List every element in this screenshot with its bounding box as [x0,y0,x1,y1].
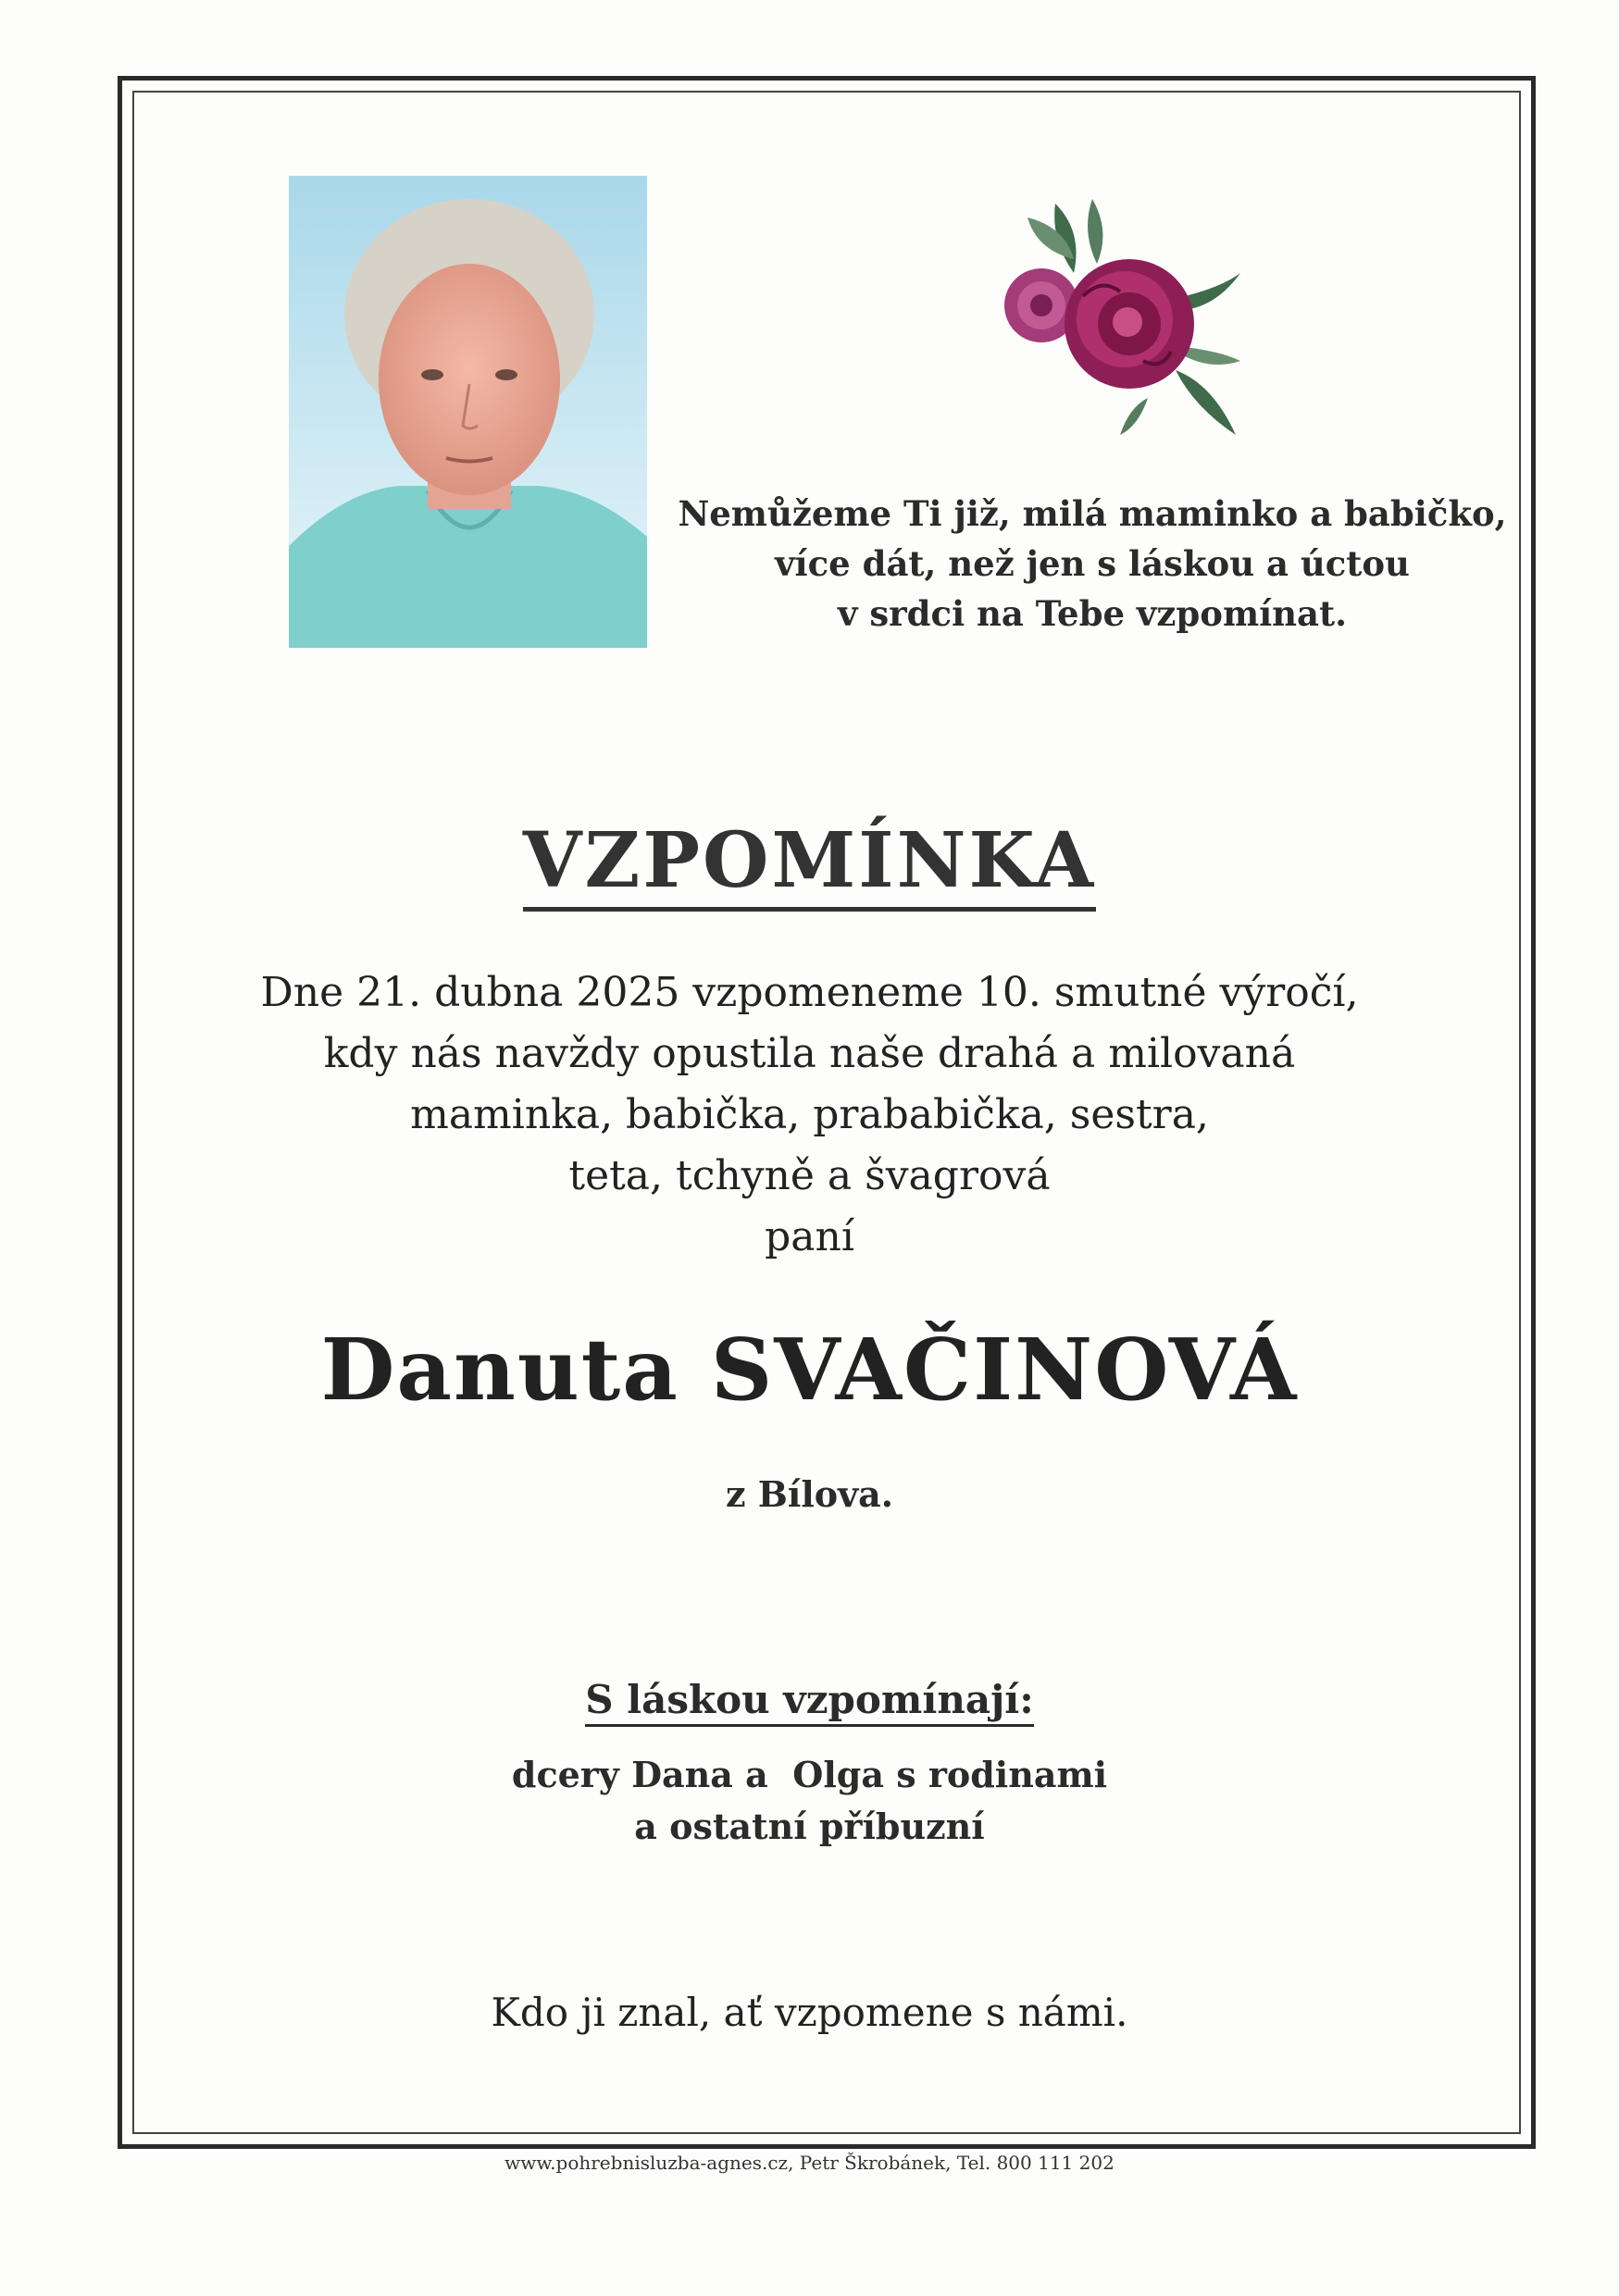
announcement-line: teta, tchyně a švagrová [568,1152,1051,1199]
footer-contact: www.pohrebnisluzba-agnes.cz, Petr Škrobánek, Tel. 800 111 202 [504,2152,1115,2174]
page-title [0,814,1619,907]
memorial-verse [666,489,1518,639]
announcement-line: maminka, babička, prababička, sestra, [410,1091,1209,1138]
announcement-line: paní [765,1213,854,1260]
peony-flower-icon [972,185,1250,444]
verse-line: více dát, než jen s láskou a úctou [775,543,1410,584]
deceased-name: Danuta SVAČINOVÁ [320,1320,1299,1420]
announcement-line: Dne 21. dubna 2025 vzpomeneme 10. smutné výročí, [260,969,1359,1016]
verse-line: Nemůžeme Ti již, milá maminko a babičko, [678,493,1507,534]
closing-line: Kdo ji znal, ať vzpomene s námi. [491,1990,1128,2035]
mourners-line: a ostatní příbuzní [634,1806,985,1847]
announcement-line: kdy nás navždy opustila naše drahá a milovaná [323,1030,1296,1077]
verse-line: v srdci na Tebe vzpomínat. [837,593,1348,634]
mourners-title [0,1677,1619,1722]
page-title-text: VZPOMÍNKA [523,816,1096,912]
portrait-photo [289,176,647,648]
mourners-title-text: S láskou vzpomínají: [585,1677,1033,1727]
mourners-line: dcery Dana a Olga s rodinami [511,1754,1108,1795]
deceased-origin: z Bílova. [725,1473,894,1515]
announcement [0,962,1619,1268]
mourners-list [0,1749,1619,1853]
